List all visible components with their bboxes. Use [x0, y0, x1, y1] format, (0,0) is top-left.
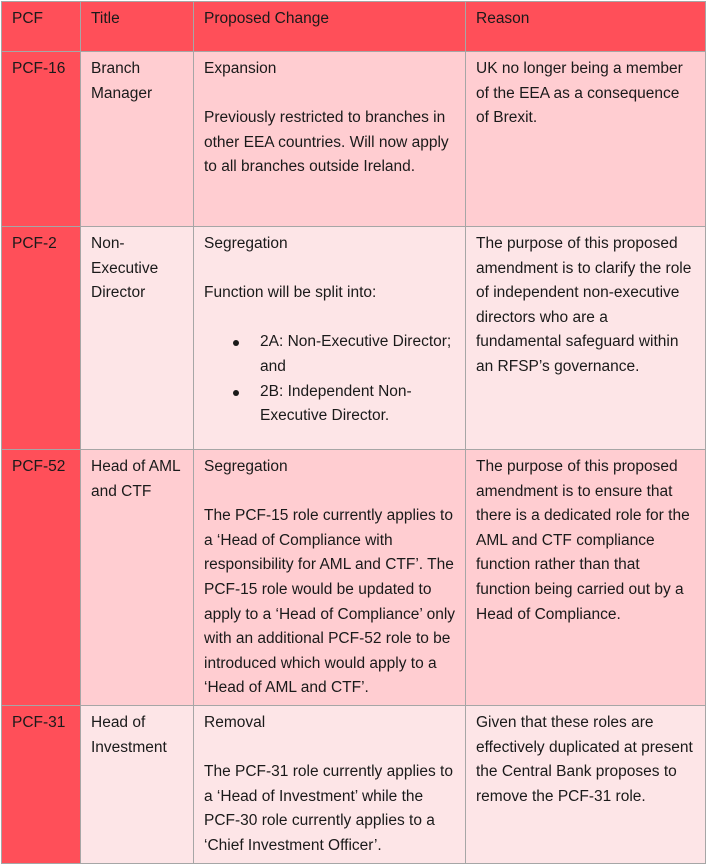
proposed-change	[194, 450, 466, 706]
table-row	[2, 705, 706, 863]
header-pcf: PCF	[2, 2, 81, 52]
change-text: Previously restricted to branches in other EEA countries. Will now apply to all branches outside Ireland.	[204, 109, 449, 176]
reason: UK no longer being a member of the EEA as a consequence of Brexit.	[466, 52, 706, 227]
reason: The purpose of this proposed amendment is to ensure that there is a dedicated role for the AML and CTF compliance function rather than that function being carried out by a Head of Compliance.	[466, 450, 706, 706]
pcf-changes-table	[1, 1, 706, 864]
reason: Given that these roles are effectively duplicated at present the Central Bank proposes to remove the PCF-31 role.	[466, 705, 706, 863]
proposed-change	[194, 227, 466, 450]
change-type: Expansion	[204, 60, 277, 77]
change-type: Segregation	[204, 458, 288, 475]
pcf-code: PCF-52	[2, 450, 81, 706]
header-proposed-change: Proposed Change	[194, 2, 466, 52]
proposed-change	[194, 705, 466, 863]
change-text: Function will be split into:	[204, 284, 377, 302]
role-title: Head of Investment	[81, 705, 194, 863]
list-item: 2B: Independent Non-Executive Director.	[260, 380, 455, 429]
change-text: The PCF-15 role currently applies to a ‘Head of Compliance with responsibility for AML and CTF’. The PCF-15 role would be updated to apply to a ‘Head of Compliance’ only with an additional PCF-52 role to be introduced which would apply to a ‘Head of AML and CTF’.	[204, 507, 456, 697]
table-row	[2, 450, 706, 706]
change-type: Segregation	[204, 235, 288, 252]
table-row	[2, 227, 706, 450]
header-reason: Reason	[466, 2, 706, 52]
pcf-code: PCF-31	[2, 705, 81, 863]
reason: The purpose of this proposed amendment is to clarify the role of independent non-executive directors who are a fundamental safeguard within an RFSP’s governance.	[466, 227, 706, 450]
header-title: Title	[81, 2, 194, 52]
table-row	[2, 52, 706, 227]
role-title: Non-Executive Director	[81, 227, 194, 450]
pcf-code: PCF-2	[2, 227, 81, 450]
change-type: Removal	[204, 713, 266, 731]
split-list	[204, 330, 455, 428]
change-text: The PCF-31 role currently applies to a ‘Head of Investment’ while the PCF-30 role currently applies to a ‘Chief Investment Officer’.	[204, 763, 453, 854]
header-row	[2, 2, 706, 52]
proposed-change	[194, 52, 466, 227]
role-title: Head of AML and CTF	[81, 450, 194, 706]
list-item: 2A: Non-Executive Director; and	[260, 330, 455, 379]
pcf-code: PCF-16	[2, 52, 81, 227]
role-title: Branch Manager	[81, 52, 194, 227]
